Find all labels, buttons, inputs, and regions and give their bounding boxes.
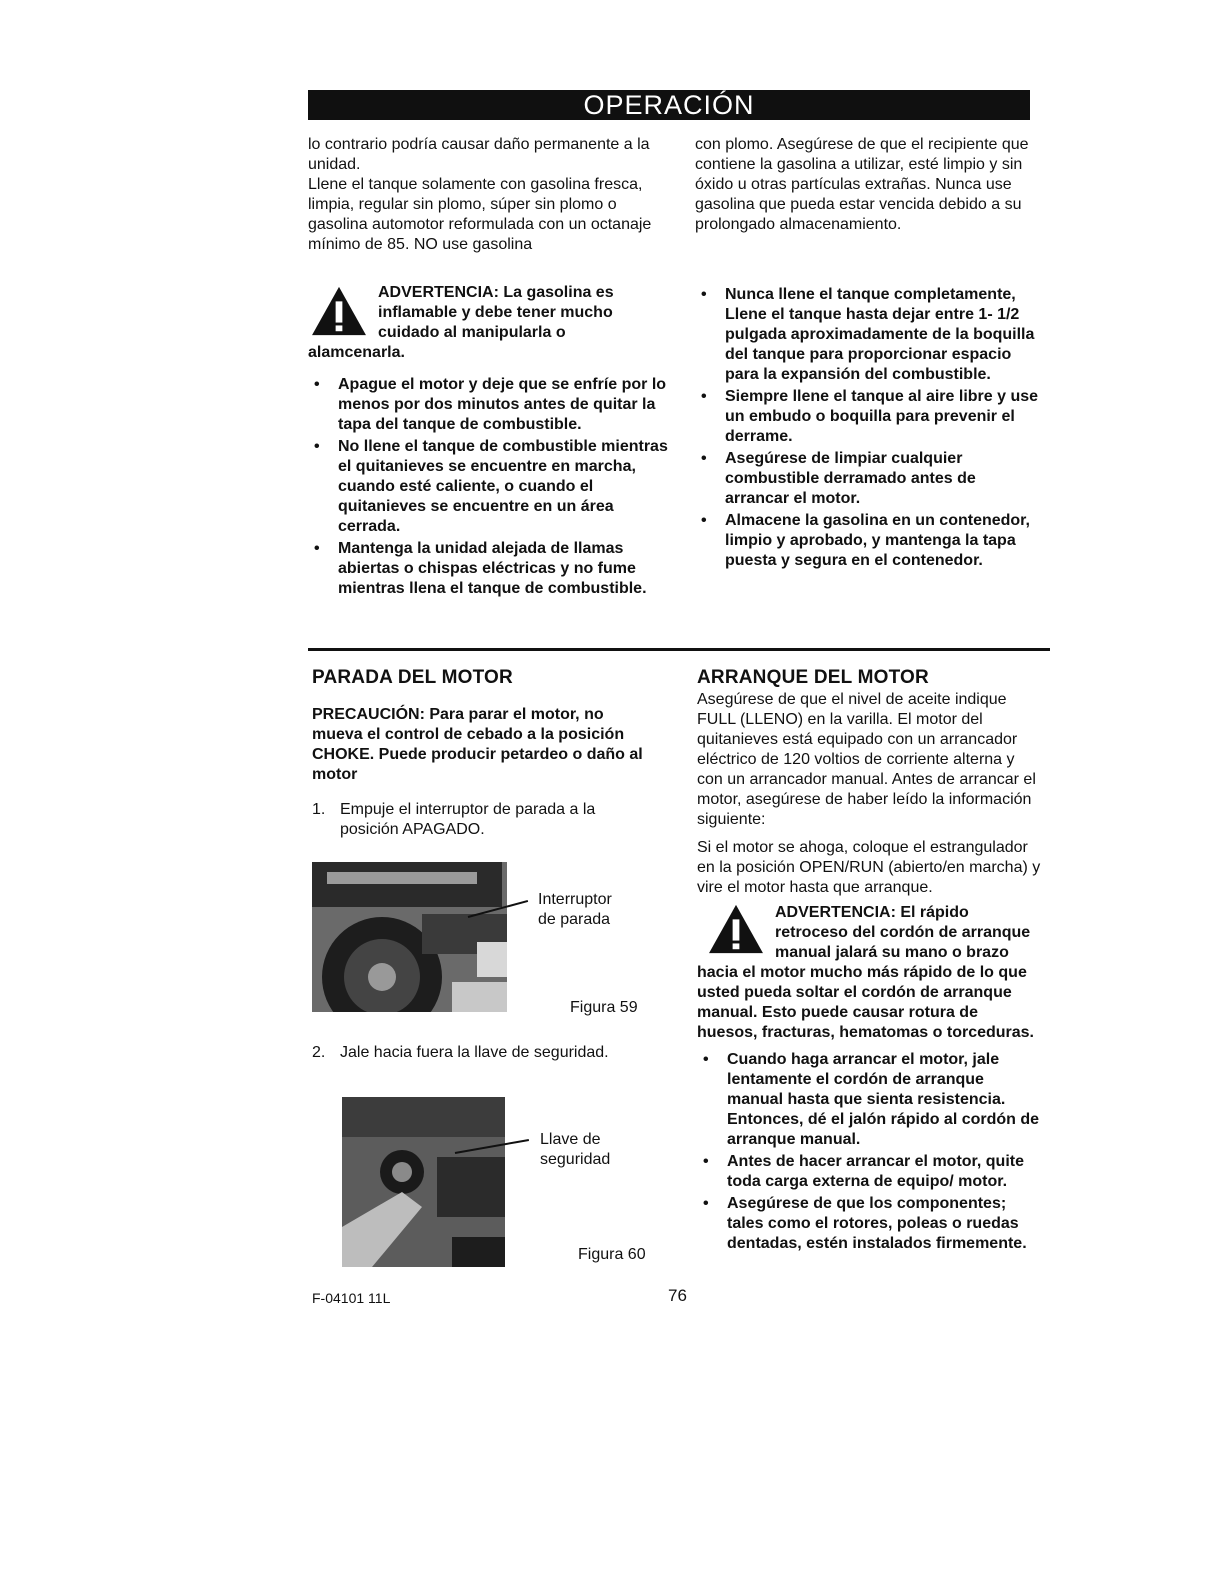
paragraph-fuel-type: Llene el tanque solamente con gasolina fresca, limpia, regular sin plomo, súper sin plomo o gasolina automotor reformulada con un octanaje mínimo de 85. NO use gasolina: [308, 176, 652, 253]
figure-60-label: Llave de seguridad: [540, 1131, 611, 1168]
fuel-tips-bullets: [695, 285, 1040, 573]
starter-bullets: [697, 1050, 1042, 1256]
list-item: • Mantenga la unidad alejada de llamas abiertas o chispas eléctricas y no fume mientras llena el tanque de combustible.: [314, 540, 647, 597]
top-right-text: [695, 135, 1035, 235]
warning-triangle-icon: [310, 285, 368, 337]
heading-arranque: ARRANQUE DEL MOTOR: [697, 667, 929, 688]
list-item: • Asegúrese de que los componentes; tales como el rotores, poleas o ruedas dentadas, estén instalados firmemente.: [703, 1195, 1027, 1252]
figure-60-caption: Figura 60: [578, 1246, 646, 1263]
section-divider: [308, 648, 1050, 651]
list-item: • Nunca llene el tanque completamente, Llene el tanque hasta dejar entre 1- 1/2 pulgada aproximadamente de la boquilla del tanque para proporcionar espacio para la expansión del combustible.: [701, 286, 1035, 383]
list-item: • Siempre llene el tanque al aire libre y use un embudo o boquilla para prevenir el derrame.: [701, 388, 1039, 445]
arranque-paragraph-2: Si el motor se ahoga, coloque el estrangulador en la posición OPEN/RUN (abierto/en marcha) y vire el motor hasta que arranque.: [697, 839, 1041, 896]
heading-parada: PARADA DEL MOTOR: [312, 667, 513, 688]
step-number: 2.: [312, 1044, 326, 1061]
starter-warning-text: ADVERTENCIA: El rápido retroceso del cordón de arranque manual jalará su mano o brazo hacia el motor mucho más rápido de lo que usted pueda soltar el cordón de arranque manual. Esto puede causar rotura de huesos, fracturas, hematomas o torceduras.: [697, 904, 1034, 1041]
step-number: 1.: [312, 801, 326, 818]
figure-59-label: Interruptor de parada: [538, 891, 612, 928]
figure-60-photo: [342, 1097, 505, 1267]
figure-59-photo: [312, 862, 507, 1012]
page-number: 76: [668, 1286, 687, 1305]
arranque-paragraph-1: Asegúrese de que el nivel de aceite indique FULL (LLENO) en la varilla. El motor del quitanieves está equipado con un arrancador eléctrico de 120 voltios de corriente alterna y con un arrancador manual. Antes de arrancar el motor, asegúrese de haber leído la información siguiente:: [697, 691, 1036, 828]
fuel-warning-text: ADVERTENCIA: La gasolina es inflamable y debe tener mucho cuidado al manipularla o alamcenarla.: [308, 284, 614, 361]
list-item: • Antes de hacer arrancar el motor, quite toda carga externa de equipo/ motor.: [703, 1153, 1024, 1190]
list-item: • Apague el motor y deje que se enfríe por lo menos por dos minutos antes de quitar la tapa del tanque de combustible.: [314, 376, 667, 433]
step-text: Empuje el interruptor de parada a la posición APAGADO.: [340, 801, 596, 838]
figure-59-caption: Figura 59: [570, 999, 638, 1016]
list-item: • No llene el tanque de combustible mientras el quitanieves se encuentre en marcha, cuando esté caliente, o cuando el quitanieves se encuentre en un área cerrada.: [314, 438, 668, 535]
safety-key-photo-image: [342, 1097, 505, 1267]
fuel-warning-bullets: [308, 375, 668, 601]
list-item: • Cuando haga arrancar el motor, jale lentamente el cordón de arranque manual hasta que sienta resistencia. Entonces, dé el jalón rápido al cordón de arranque manual.: [703, 1051, 1040, 1148]
caution-text: PRECAUCIÓN: Para parar el motor, no mueva el control de cebado a la posición CHOKE. Puede producir petardeo o daño al motor: [312, 706, 643, 783]
top-left-text: [308, 135, 653, 255]
fuel-warning: [308, 283, 658, 363]
paragraph-continuation: lo contrario podría causar daño permanente a la unidad.: [308, 136, 650, 173]
step-text: Jale hacia fuera la llave de seguridad.: [340, 1044, 609, 1061]
list-item: • Almacene la gasolina en un contenedor, limpio y aprobado, y mantenga la tapa puesta y segura en el contenedor.: [701, 512, 1030, 569]
list-item: • Asegúrese de limpiar cualquier combustible derramado antes de arrancar el motor.: [701, 450, 976, 507]
starter-warning: [697, 903, 1042, 1043]
step-1: [312, 800, 657, 840]
engine-photo-image: [312, 862, 507, 1012]
section-banner: [308, 90, 1030, 120]
banner-title: OPERACIÓN: [583, 90, 755, 120]
step-2: [312, 1043, 657, 1063]
warning-triangle-icon: [707, 903, 765, 955]
paragraph-leaded-fuel: con plomo. Asegúrese de que el recipiente que contiene la gasolina a utilizar, esté limpio y sin óxido u otras partículas extrañas. Nunca use gasolina que pueda estar vencida debido a su prolongado almacenamiento.: [695, 136, 1029, 233]
footer-code: F-04101 11L: [312, 1290, 391, 1306]
